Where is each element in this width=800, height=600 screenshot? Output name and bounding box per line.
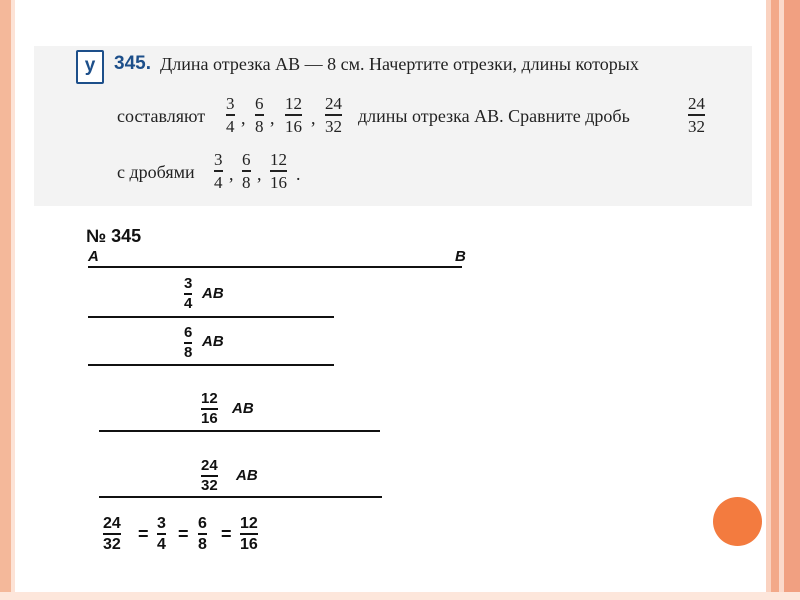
- frame-bottom-stripe: [0, 592, 800, 600]
- fraction-numerator: 6: [184, 324, 193, 341]
- equality-fraction: [157, 515, 166, 553]
- segment-fraction: [184, 325, 192, 361]
- compare-fraction: [688, 94, 705, 136]
- fraction-numerator: 3: [214, 150, 223, 169]
- segment-ab: [88, 266, 462, 268]
- equals-sign: =: [138, 524, 149, 544]
- fraction-numerator: 24: [103, 515, 121, 532]
- task-line-1: Длина отрезка AB — 8 см. Начертите отрезки, длины которых: [160, 54, 639, 74]
- segment-24-32: [99, 496, 382, 498]
- fraction-numerator: 3: [184, 275, 193, 292]
- fraction-numerator: 6: [255, 94, 264, 113]
- with-fraction: [270, 150, 287, 192]
- equals-sign: =: [221, 524, 232, 544]
- separator: ,: [241, 108, 246, 128]
- fraction-denominator: 4: [214, 172, 223, 192]
- task-level-letter: у: [84, 55, 96, 76]
- fraction-denominator: 4: [184, 295, 193, 312]
- segment-label: AB: [236, 467, 258, 484]
- with-fraction: [214, 150, 223, 192]
- fraction-numerator: 6: [198, 515, 207, 532]
- segment-6-8: [88, 364, 334, 366]
- segment-3-4: [88, 316, 334, 318]
- task-level-badge: [76, 50, 104, 84]
- equality-fraction: [198, 515, 207, 553]
- fraction-numerator: 12: [285, 94, 302, 113]
- fraction-numerator: 12: [270, 150, 287, 169]
- task-line-3-suffix: .: [296, 164, 301, 184]
- fraction-numerator: 24: [325, 94, 342, 113]
- task-fraction: [285, 94, 302, 136]
- frame-right-stripe: [771, 0, 779, 600]
- equality-fraction: [240, 515, 258, 553]
- task-fraction: [226, 94, 235, 136]
- with-fraction: [242, 150, 251, 192]
- separator: ,: [257, 164, 262, 184]
- separator: ,: [311, 108, 316, 128]
- decorative-orange-circle: [713, 497, 762, 546]
- fraction-numerator: 24: [688, 94, 705, 113]
- task-number: 345.: [114, 53, 151, 74]
- fraction-denominator: 32: [325, 116, 342, 136]
- fraction-numerator: 3: [226, 94, 235, 113]
- task-fraction: [325, 94, 342, 136]
- fraction-denominator: 8: [255, 116, 264, 136]
- frame-left-stripe: [0, 0, 11, 600]
- task-line-3-prefix: с дробями: [117, 162, 195, 182]
- fraction-numerator: 24: [201, 457, 218, 474]
- segment-label: AB: [202, 285, 224, 302]
- segment-12-16: [99, 430, 380, 432]
- task-fraction: [255, 94, 264, 136]
- task-line-2-middle: длины отрезка AB. Сравните дробь: [358, 106, 630, 126]
- fraction-numerator: 12: [240, 515, 258, 532]
- fraction-denominator: 16: [240, 536, 258, 553]
- fraction-denominator: 8: [198, 536, 207, 553]
- fraction-numerator: 3: [157, 515, 166, 532]
- segment-fraction: [184, 276, 192, 312]
- segment-fraction: [201, 458, 218, 494]
- fraction-numerator: 6: [242, 150, 251, 169]
- fraction-denominator: 8: [242, 172, 251, 192]
- separator: ,: [229, 164, 234, 184]
- fraction-denominator: 16: [285, 116, 302, 136]
- equals-sign: =: [178, 524, 189, 544]
- equality-fraction: [103, 515, 121, 553]
- fraction-denominator: 32: [688, 116, 705, 136]
- frame-right-stripe: [784, 0, 800, 600]
- fraction-denominator: 8: [184, 344, 193, 361]
- task-line-2-prefix: составляют: [117, 106, 206, 126]
- segment-label: AB: [202, 333, 224, 350]
- fraction-denominator: 32: [103, 536, 121, 553]
- fraction-denominator: 32: [201, 477, 218, 494]
- fraction-denominator: 4: [157, 536, 166, 553]
- point-a-label: A: [88, 248, 99, 265]
- separator: ,: [270, 108, 275, 128]
- fraction-numerator: 12: [201, 390, 218, 407]
- segment-fraction: [201, 391, 218, 427]
- point-b-label: B: [455, 248, 466, 265]
- solution-title: № 345: [86, 226, 142, 246]
- fraction-denominator: 16: [201, 410, 218, 427]
- fraction-denominator: 16: [270, 172, 287, 192]
- frame-left-inner-stripe: [11, 0, 15, 600]
- fraction-denominator: 4: [226, 116, 235, 136]
- segment-label: AB: [232, 400, 254, 417]
